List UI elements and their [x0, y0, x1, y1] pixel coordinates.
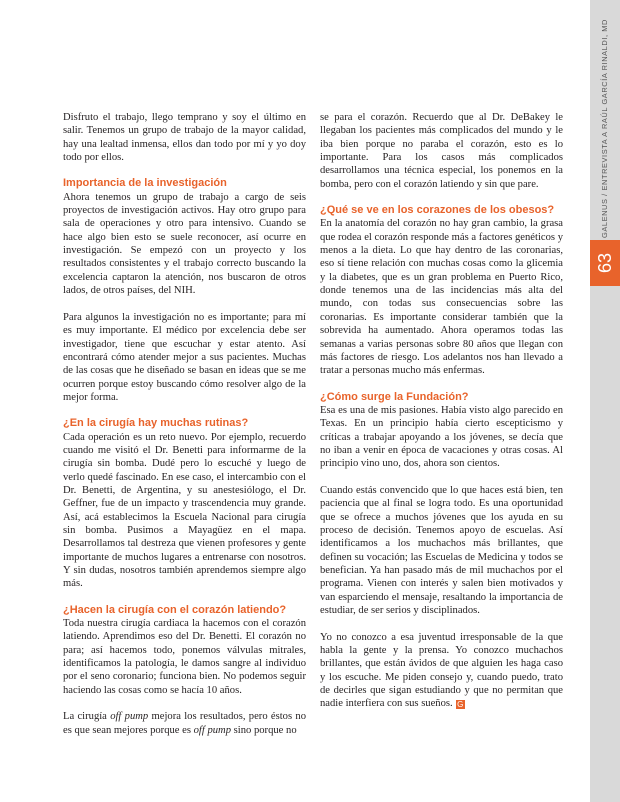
right-column [320, 111, 563, 711]
paragraph: Cuando estás convencido que lo que haces está bien, ten paciencia que al final se logra todo. Es una oportunidad que se ofrece a muchos jóvenes que los ayuda en su proceso de decisión. Tenemos apoyo de escuelas. Así identificamos a los muchachos más brillantes, que definen su vocación; las Escuelas de Medicina y todos se benefician. Ya han pasado más de mil muchachos por el programa. Vienen con interés y salen bien motivados y van esparciendo el mensaje, resaltando la importancia de estudiar, de ser serios y disciplinados. [320, 484, 563, 617]
paragraph: se para el corazón. Recuerdo que al Dr. DeBakey le llegaban los pacientes más complicados del mundo y le iba bien porque no paraba el corazón, esto es lo importante. Para los casos más complicados desarrollamos una técnica especial, los ponemos en la bomba, pero con el corazón latiendo y sin que pare. [320, 112, 563, 190]
text-run: Yo no conozco a esa juventud irresponsable de la que habla la gente y la prensa. Yo conozco muchachos brillantes, que están ávidos de que alguien les haga caso y los escuche. Me piden consejo y, cuando puedo, trato de decirles que sigan estudiando y que no permitan que nadie interfiera con sus sueños. [320, 631, 563, 710]
text-run: La cirugía [63, 711, 111, 723]
italic-term: off pump [193, 724, 231, 736]
paragraph: En la anatomía del corazón no hay gran cambio, la grasa que rodea el corazón responde más a factores genéticos y menos a la dieta. Lo que hay dentro de las coronarias, eso sí tiene relación con muchas cosas como la glicemia y la diabetes, que es un gran problema en Puerto Rico, donde tenemos una de las incidencias más alta del mundo, con todas sus consecuencias sobre las coronarias. Es importante considerar también que la sobrevida ha aumentado. Ahora operamos todas las semanas a varias personas sobre 80 años que llegan con más factores de riesgo. Los adelantos nos han llevado a tratar a personas mucho más enfermas. [320, 218, 563, 377]
left-column [63, 111, 306, 737]
section-heading: ¿En la cirugía hay muchas rutinas? [63, 417, 249, 430]
paragraph: Esa es una de mis pasiones. Había visto algo parecido en Texas. En un principio había cierto escepticismo y críticas a trabajar apoyando a los jóvenes, se decía que no iban a venir en época de vacaciones y otras cosas. Al principio vino uno, dos, ahora son cientos. [320, 404, 563, 470]
paragraph: Cada operación es un reto nuevo. Por ejemplo, recuerdo cuando me visitó el Dr. Benetti para informarme de la cirugía sin bomba. Dudé pero lo escuché y luego de verlo quedé fascinado. En ese caso, el intercambio con el Dr. Benetti, de Argentina, y su anestesiólogo, el Dr. Geffner, fue de un impacto y trascendencia muy grande. Así, acá establecimos la Escuela Nacional para cirugía sin bomba. Pusimos a Mayagüez en el mapa. Desarrollamos tal destreza que vienen profesores y gente importante de muchos lugares a entrenarse con nosotros. Y sin dudas, nosotros también aprendemos siempre algo más. [63, 431, 306, 590]
paragraph [320, 631, 563, 711]
end-mark-icon: G [457, 700, 464, 710]
text-run: mejora los resultados, pero éstos no es que sean mejores porque es [63, 711, 306, 736]
page-number: 63 [595, 252, 615, 274]
page-number-tab [590, 240, 620, 286]
italic-term: off pump [110, 711, 149, 723]
running-title: GALENUS / ENTREVISTA A RAÚL GARCÍA RINALDI, MD [600, 19, 609, 238]
paragraph: Ahora tenemos un grupo de trabajo a cargo de seis proyectos de investigación activos. Hay otro grupo para sala de operaciones y otro para intensivo. Cuando se hace algo bien esto se suele reconocer, así ocurre en investigación. Se empezó con un proyecto y los resultados consistentes y el trabajo correcto buscando la excelencia captaron la atención, nos buscaron de otros lados, de otros países, del NIH. [63, 191, 306, 297]
section-heading: ¿Hacen la cirugía con el corazón latiendo? [63, 603, 287, 616]
text-run: sino porque no [231, 724, 297, 736]
paragraph [63, 710, 306, 737]
section-heading: ¿Qué se ve en los corazones de los obesos? [320, 204, 555, 217]
section-heading: Importancia de la investigación [63, 177, 227, 190]
paragraph: Disfruto el trabajo, llego temprano y soy el último en salir. Tenemos un grupo de trabajo de la mayor calidad, hay una lealtad inmensa, ellos dan todo por mí y yo doy todo por ellos. [63, 112, 306, 164]
paragraph: Toda nuestra cirugía cardiaca la hacemos con el corazón latiendo. Aprendimos eso del Dr. Benetti. El corazón no para; así hacemos todo, ponemos válvulas mitrales, identificamos la patología, le damos sangre al individuo por el seno coronario; funciona bien. No podemos seguir haciendo las cosas como se hacía 10 años. [63, 618, 306, 696]
paragraph: Para algunos la investigación no es importante; para mí es muy importante. El médico por excelencia debe ser investigador, tiene que escuchar y estar atento. Así encontrará cómo atender mejor a sus pacientes. Muchas de las cosas que he diseñado se basan en ideas que se me ocurren porque estoy buscando cómo resolver algo de la mejor forma. [63, 311, 306, 403]
section-heading: ¿Cómo surge la Fundación? [320, 390, 469, 403]
